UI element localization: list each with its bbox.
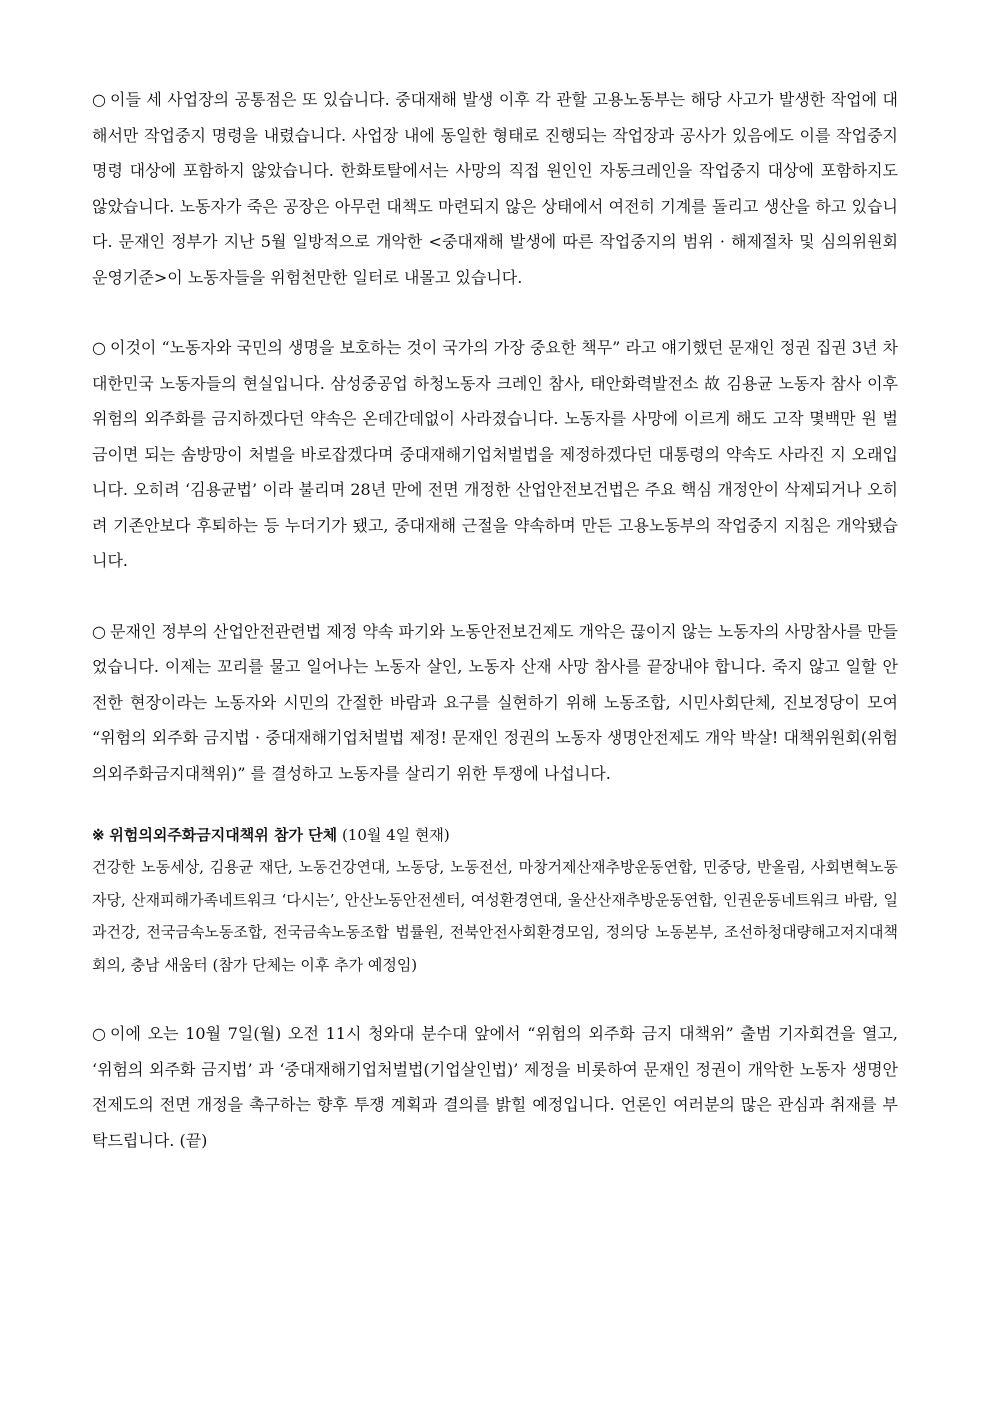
circle-bullet-icon: ○ [92,1024,106,1043]
paragraph-text: 문재인 정부의 산업안전관련법 제정 약속 파기와 노동안전보건제도 개악은 끊이지 않는 노동자의 사망참사를 만들었습니다. 이제는 꼬리를 물고 일어나는 노동자 살인, 노동자 산재 사망 참사를 끝장내야 합니다. 죽지 않고 일할 안전한 현장이라는 노동자와 시민의 간절한 바람과 요구를 실현하기 위해 노동조합, 시민사회단체, 진보정당이 모여 “위험의 외주화 금지법 · 중대재해기업처벌법 제정! 문재인 정권의 노동자 생명안전제도 개악 박살! 대책위원회(위험의외주화금지대책위)” 를 결성하고 노동자를 살리기 위한 투쟁에 나섭니다. [92,621,898,783]
participants-title: 위험의외주화금지대책위 참가 단체 [109,826,338,844]
paragraph-text: 이에 오는 10월 7일(월) 오전 11시 청와대 분수대 앞에서 “위험의 외주화 금지 대책위” 출범 기자회견을 열고, ‘위험의 외주화 금지법’ 과 ‘중대재해기업처벌법(기업살인법)’ 제정을 비롯하여 문재인 정권이 개악한 노동자 생명안전제도의 전면 개정을 촉구하는 향후 투쟁 계획과 결의를 밝힐 예정입니다. 언론인 여러분의 많은 관심과 취재를 부탁드립니다. (끝) [92,1024,898,1150]
participants-date-note: (10월 4일 현재) [341,826,450,844]
paragraph-text: 이들 세 사업장의 공통점은 또 있습니다. 중대재해 발생 이후 각 관할 고용노동부는 해당 사고가 발생한 작업에 대해서만 작업중지 명령을 내렸습니다. 사업장 내에 동일한 형태로 진행되는 작업장과 공사가 있음에도 이를 작업중지 명령 대상에 포함하지 않았습니다. 한화토탈에서는 사망의 직접 원인인 자동크레인을 작업중지 대상에 포함하지도 않았습니다. 노동자가 죽은 공장은 아무런 대책도 마련되지 않은 상태에서 여전히 기계를 돌리고 생산을 하고 있습니다. 문재인 정부가 지난 5월 일방적으로 개악한 <중대재해 발생에 따른 작업중지의 범위 · 해제절차 및 심의위원회 운영기준>이 노동자들을 위험천만한 일터로 내몰고 있습니다. [92,90,898,287]
circle-bullet-icon: ○ [92,90,106,109]
paragraph-press-conference [92,1016,898,1158]
document-page [92,82,898,1158]
circle-bullet-icon: ○ [92,621,106,641]
paragraph-common-points [92,82,898,295]
paragraph-text: 이것이 “노동자와 국민의 생명을 보호하는 것이 국가의 가장 중요한 책무” 라고 얘기했던 문재인 정권 집권 3년 차 대한민국 노동자들의 현실입니다. 삼성중공업 하청노동자 크레인 참사, 태안화력발전소 故 김용균 노동자 참사 이후 위험의 외주화를 금지하겠다던 약속은 온데간데없이 사라졌습니다. 노동자를 사망에 이르게 해도 고작 몇백만 원 벌금이면 되는 솜방망이 처벌을 바로잡겠다며 중대재해기업처벌법을 제정하겠다던 대통령의 약속도 사라진 지 오래입니다. 오히려 ‘김용균법’ 이라 불리며 28년 만에 전면 개정한 산업안전보건법은 주요 핵심 개정안이 삭제되거나 오히려 기존안보다 후퇴하는 등 누더기가 됐고, 중대재해 근절을 약속하며 만든 고용노동부의 작업중지 지침은 개악됐습니다. [92,338,898,570]
reference-mark-icon: ※ [92,826,105,844]
participants-heading [92,819,898,851]
paragraph-struggle [92,614,898,792]
paragraph-reality [92,330,898,579]
participants-list: 건강한 노동세상, 김용균 재단, 노동건강연대, 노동당, 노동전선, 마창거제산재추방운동연합, 민중당, 반올림, 사회변혁노동자당, 산재피해가족네트워크 ‘다시는’, 안산노동안전센터, 여성환경연대, 울산산재추방운동연합, 인권운동네트워크 바람, 일과건강, 전국금속노동조합, 전국금속노동조합 법률원, 전북안전사회환경모임, 정의당 노동본부, 조선하청대량해고저지대책회의, 충남 새움터 (참가 단체는 이후 추가 예정임) [92,858,898,974]
circle-bullet-icon: ○ [92,338,106,357]
